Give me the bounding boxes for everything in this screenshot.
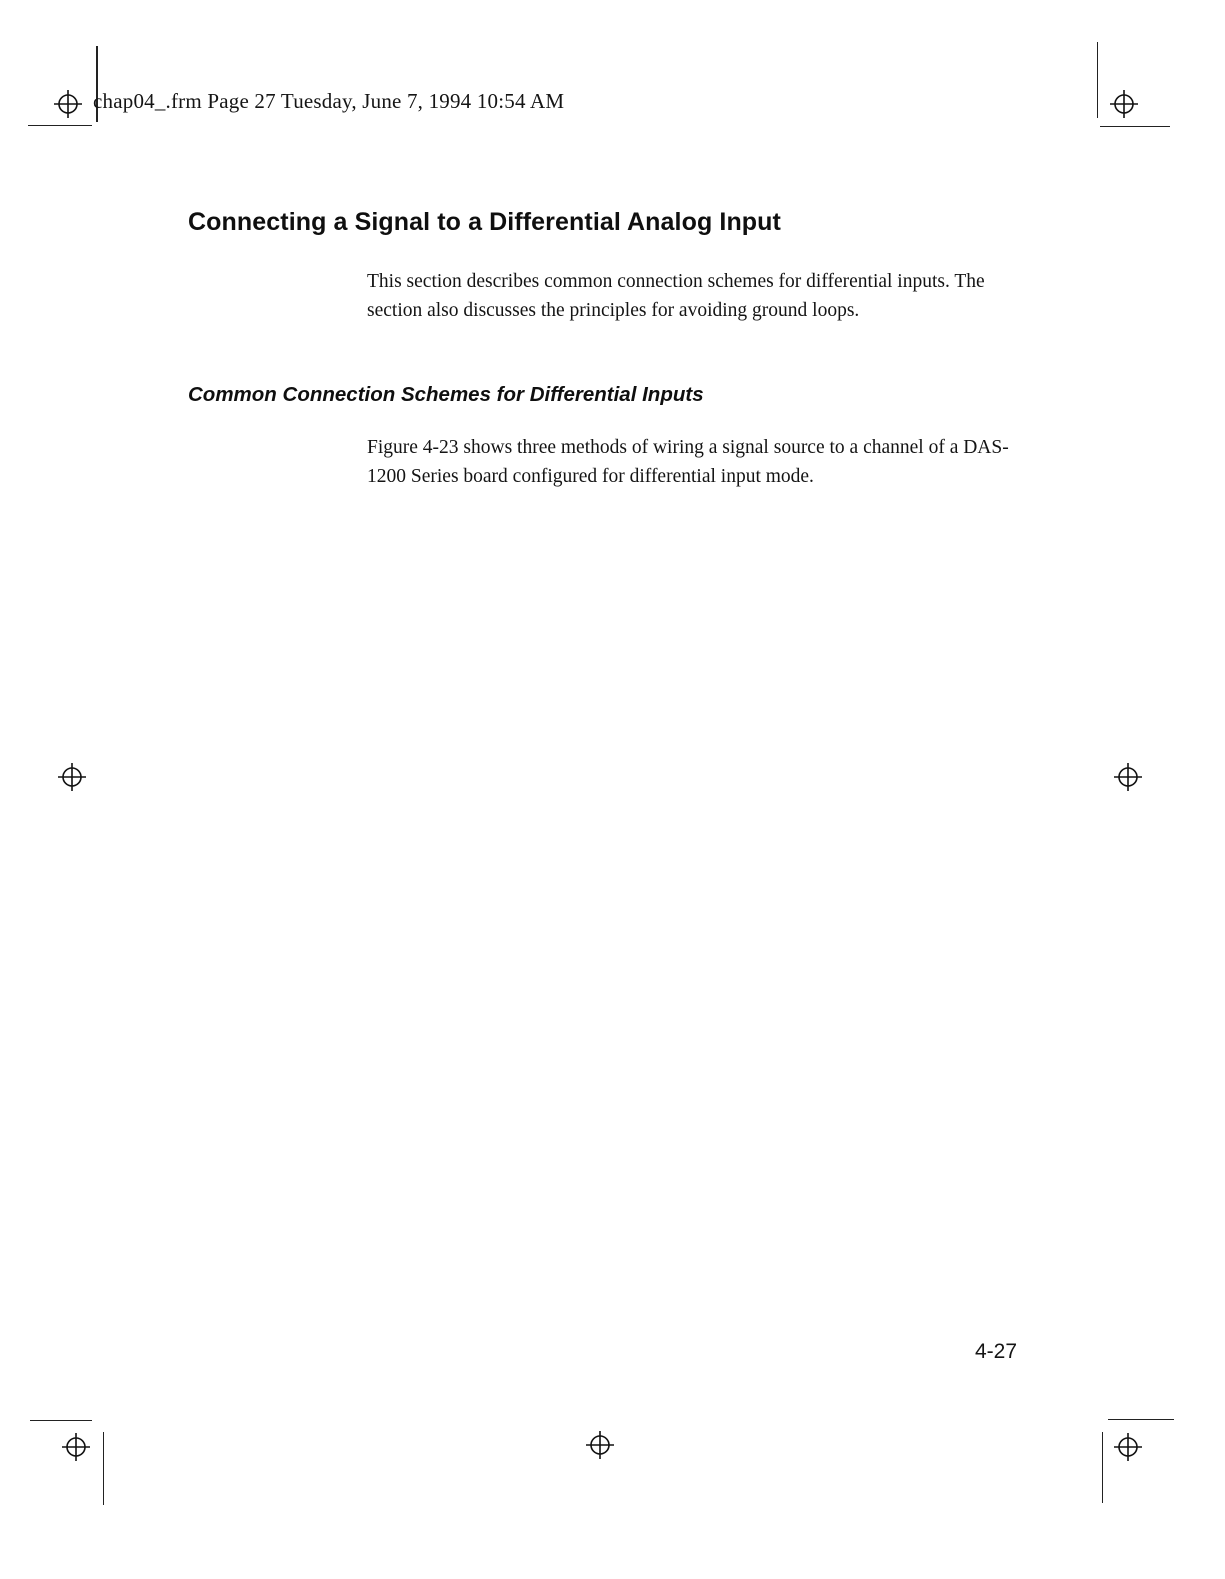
registration-mark-bottom-left-icon: [59, 1430, 93, 1464]
registration-mark-bottom-right-icon: [1111, 1430, 1145, 1464]
registration-mark-top-left-icon: [51, 87, 85, 121]
crop-mark-top-right-vertical: [1097, 42, 1098, 118]
crop-mark-top-right-horizontal: [1100, 126, 1170, 127]
subsection-title: Common Connection Schemes for Differential Inputs: [188, 383, 704, 406]
registration-mark-mid-left-icon: [55, 760, 89, 794]
crop-mark-bottom-left-horizontal: [30, 1420, 92, 1421]
registration-mark-mid-right-icon: [1111, 760, 1145, 794]
crop-mark-bottom-right-horizontal: [1108, 1419, 1174, 1420]
crop-mark-bottom-left-vertical: [103, 1432, 104, 1505]
section-title: Connecting a Signal to a Differential Analog Input: [188, 208, 781, 236]
registration-mark-top-right-icon: [1107, 87, 1141, 121]
page-number: 4-27: [975, 1340, 1018, 1363]
registration-mark-bottom-center-icon: [583, 1428, 617, 1462]
subsection-body: [367, 433, 1027, 491]
crop-mark-bottom-right-vertical: [1102, 1432, 1103, 1503]
section-intro: [367, 267, 1027, 325]
section-intro-text: This section describes common connection schemes for differential inputs. The section also discusses the principles for avoiding ground loops.: [367, 271, 985, 321]
print-header: chap04_.frm Page 27 Tuesday, June 7, 1994 10:54 AM: [93, 89, 565, 113]
crop-mark-top-left-horizontal: [28, 125, 92, 126]
subsection-body-text: Figure 4-23 shows three methods of wiring a signal source to a channel of a DAS-1200 Series board configured for differential input mode.: [367, 437, 1009, 487]
